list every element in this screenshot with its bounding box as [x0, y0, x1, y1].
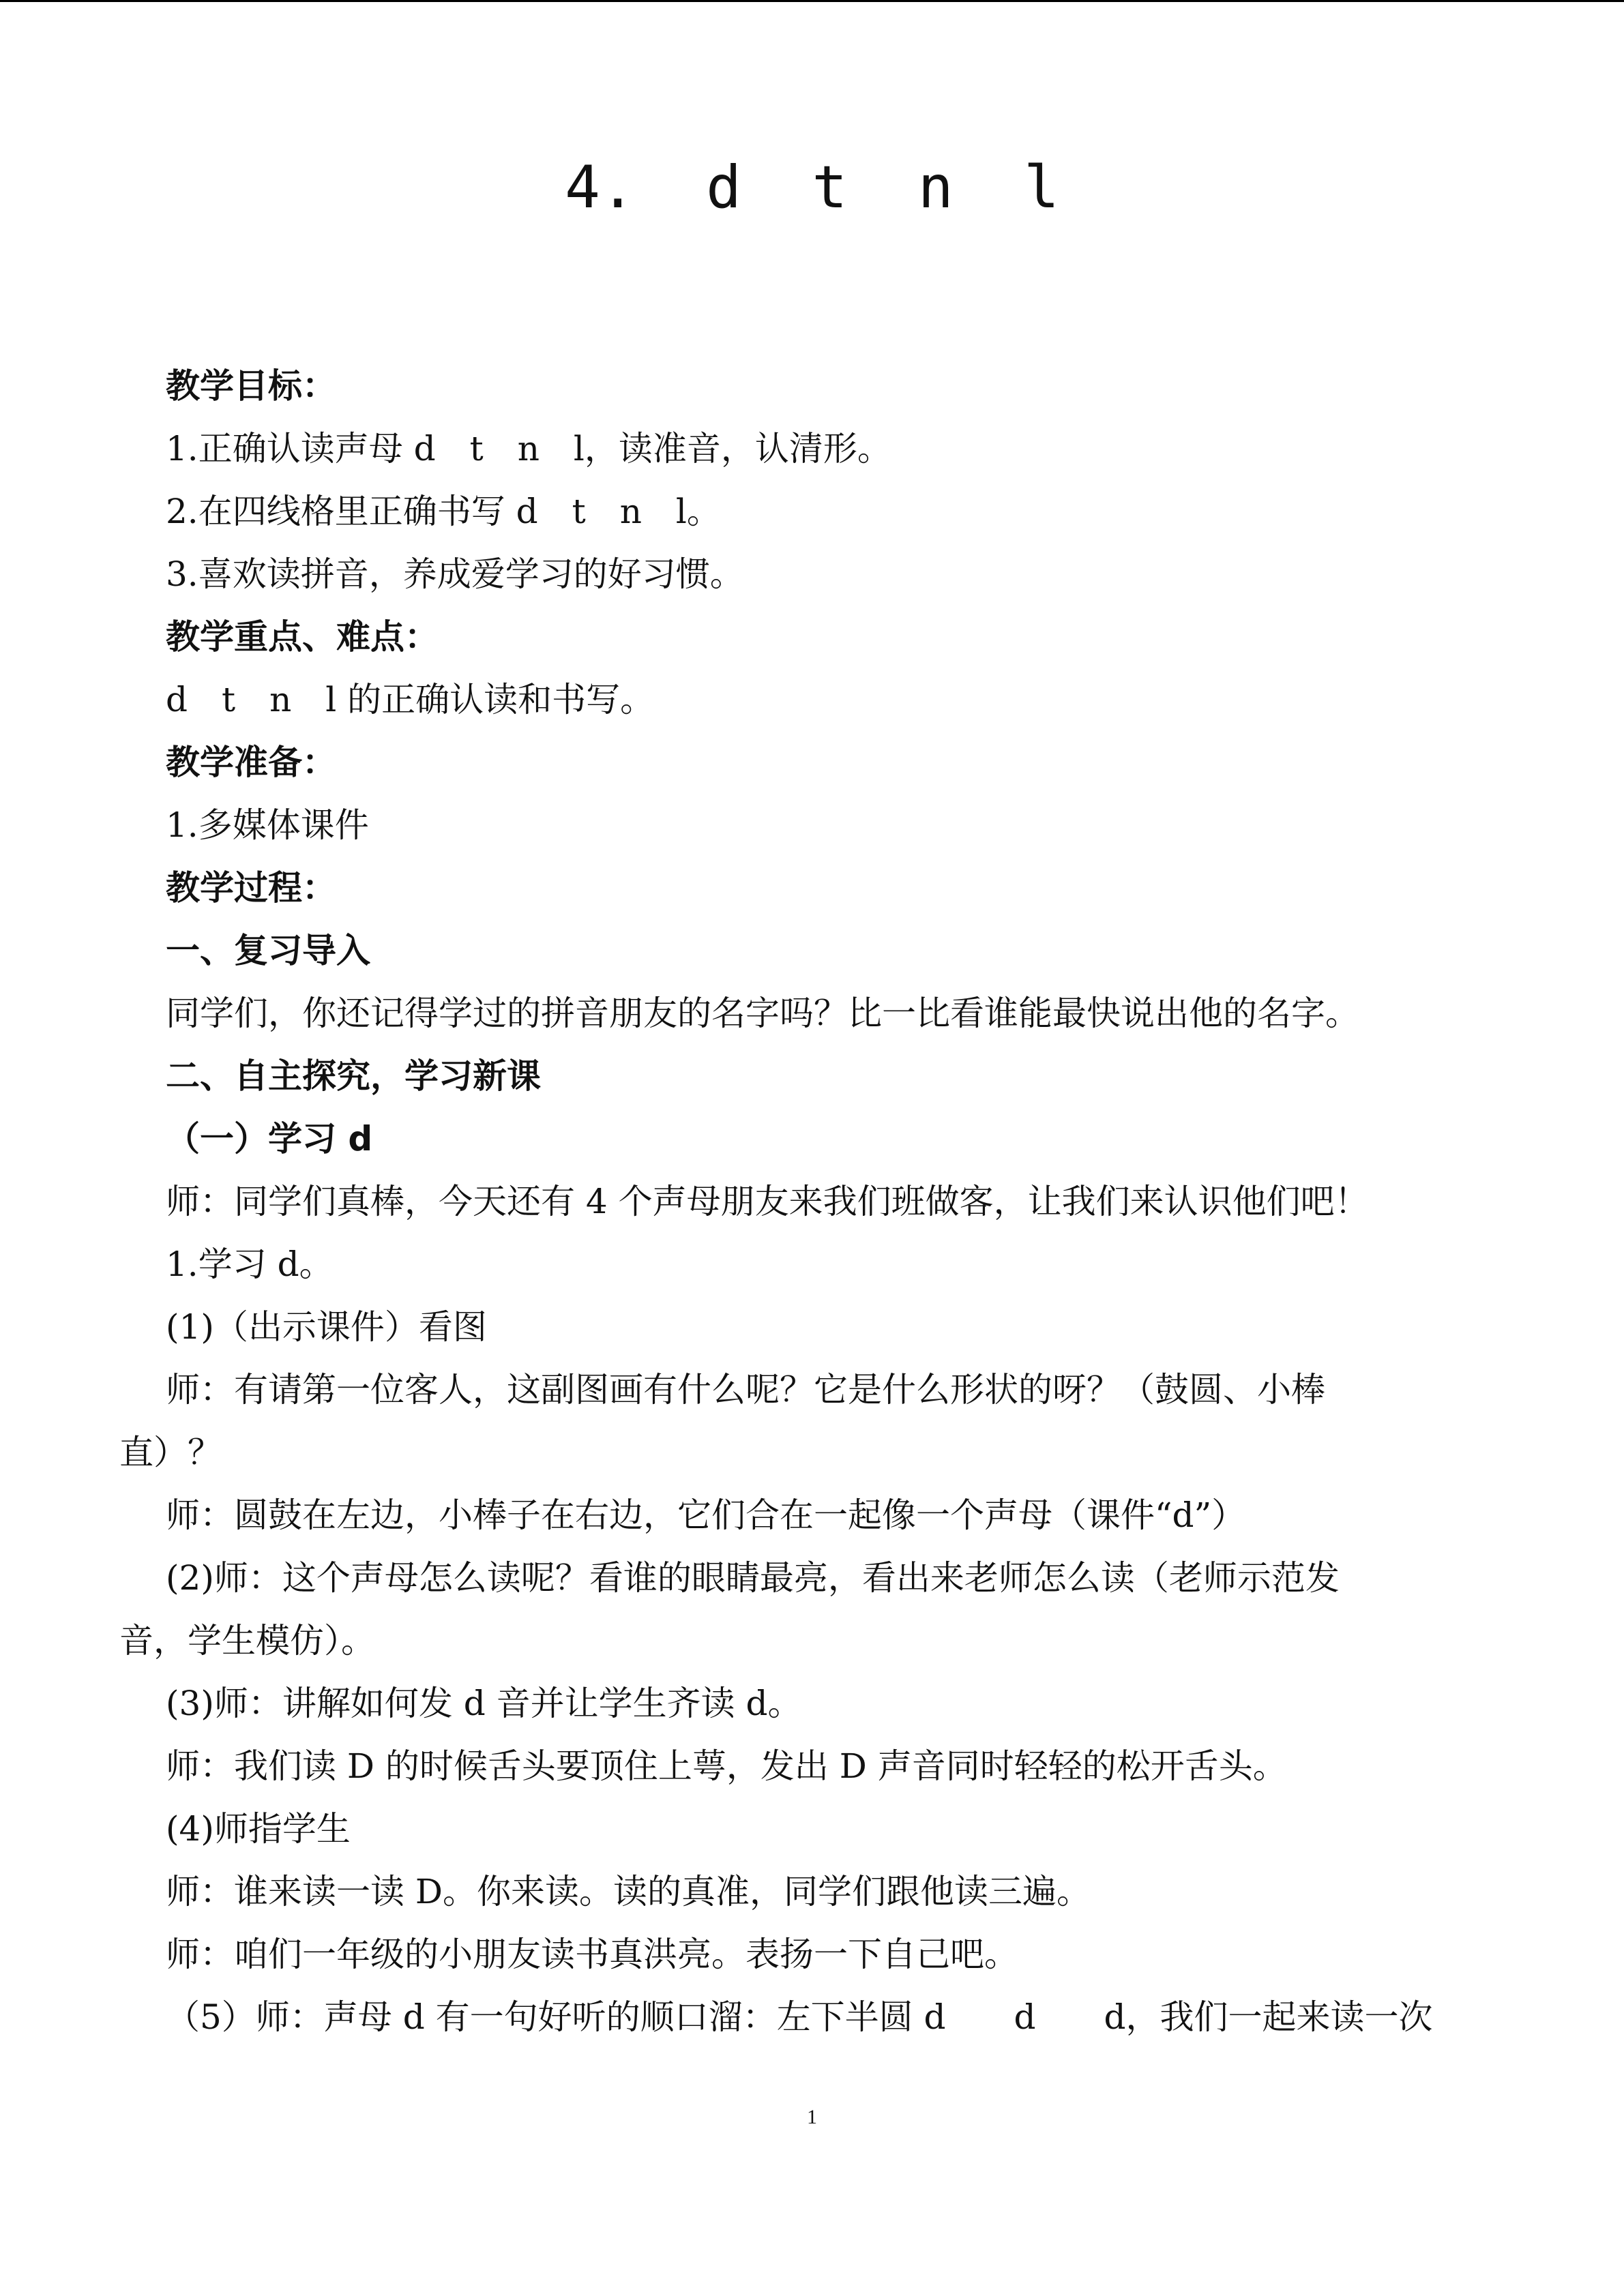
document-title: 4. d t n l — [565, 153, 1059, 222]
paragraph: 同学们，你还记得学过的拼音朋友的名字吗？比一比看谁能最快说出他的名字。 — [166, 994, 1359, 1033]
paragraph-continuation: 音，学生模仿）。 — [119, 1621, 375, 1660]
section-heading: 二、自主探究，学习新课 — [166, 1056, 541, 1096]
section-heading: 一、复习导入 — [166, 931, 370, 970]
paragraph: (2)师：这个声母怎么读呢？看谁的眼睛最亮，看出来老师怎么读（老师示范发 — [166, 1558, 1340, 1598]
paragraph: 1.正确认读声母 d t n l，读准音，认清形。 — [166, 429, 891, 468]
paragraph-continuation: 直）？ — [119, 1433, 222, 1472]
document-body — [119, 355, 1511, 2048]
paragraph: (4)师指学生 — [166, 1809, 351, 1849]
page-number: 1 — [807, 2106, 817, 2128]
paragraph: 师：谁来读一读 D。你来读。读的真准，同学们跟他读三遍。 — [166, 1872, 1091, 1911]
paragraph: 师：我们读 D 的时候舌头要顶住上萼，发出 D 声音同时轻轻的松开舌头。 — [166, 1746, 1287, 1786]
paragraph: d t n l 的正确认读和书写。 — [166, 680, 655, 719]
paragraph: 师：有请第一位客人，这副图画有什么呢？它是什么形状的呀？（鼓圆、小棒 — [166, 1370, 1325, 1410]
section-heading: 教学重点、难点： — [166, 617, 439, 657]
section-heading: 教学目标： — [166, 366, 336, 406]
paragraph: (1)（出示课件）看图 — [166, 1307, 487, 1347]
paragraph: 3.喜欢读拼音，养成爱学习的好习惯。 — [166, 554, 744, 594]
paragraph: 师：咱们一年级的小朋友读书真洪亮。表扬一下自己吧。 — [166, 1935, 1018, 1974]
paragraph: 1.多媒体课件 — [166, 805, 369, 845]
paragraph: 师：同学们真棒，今天还有 4 个声母朋友来我们班做客，让我们来认识他们吧！ — [166, 1182, 1369, 1221]
section-heading: 教学过程： — [166, 868, 336, 908]
paragraph: （5）师：声母 d 有一句好听的顺口溜：左下半圆 d d d，我们一起来读一次 — [166, 1997, 1433, 2037]
section-heading: 教学准备： — [166, 743, 336, 782]
paragraph: 2.在四线格里正确书写 d t n l。 — [166, 492, 721, 531]
paragraph: 1.学习 d。 — [166, 1244, 334, 1284]
paragraph: (3)师：讲解如何发 d 音并让学生齐读 d。 — [166, 1684, 802, 1723]
paragraph: 师：圆鼓在左边，小棒子在右边，它们合在一起像一个声母（课件“d”） — [166, 1495, 1246, 1535]
subsection-heading: （一）学习 d — [166, 1119, 373, 1159]
